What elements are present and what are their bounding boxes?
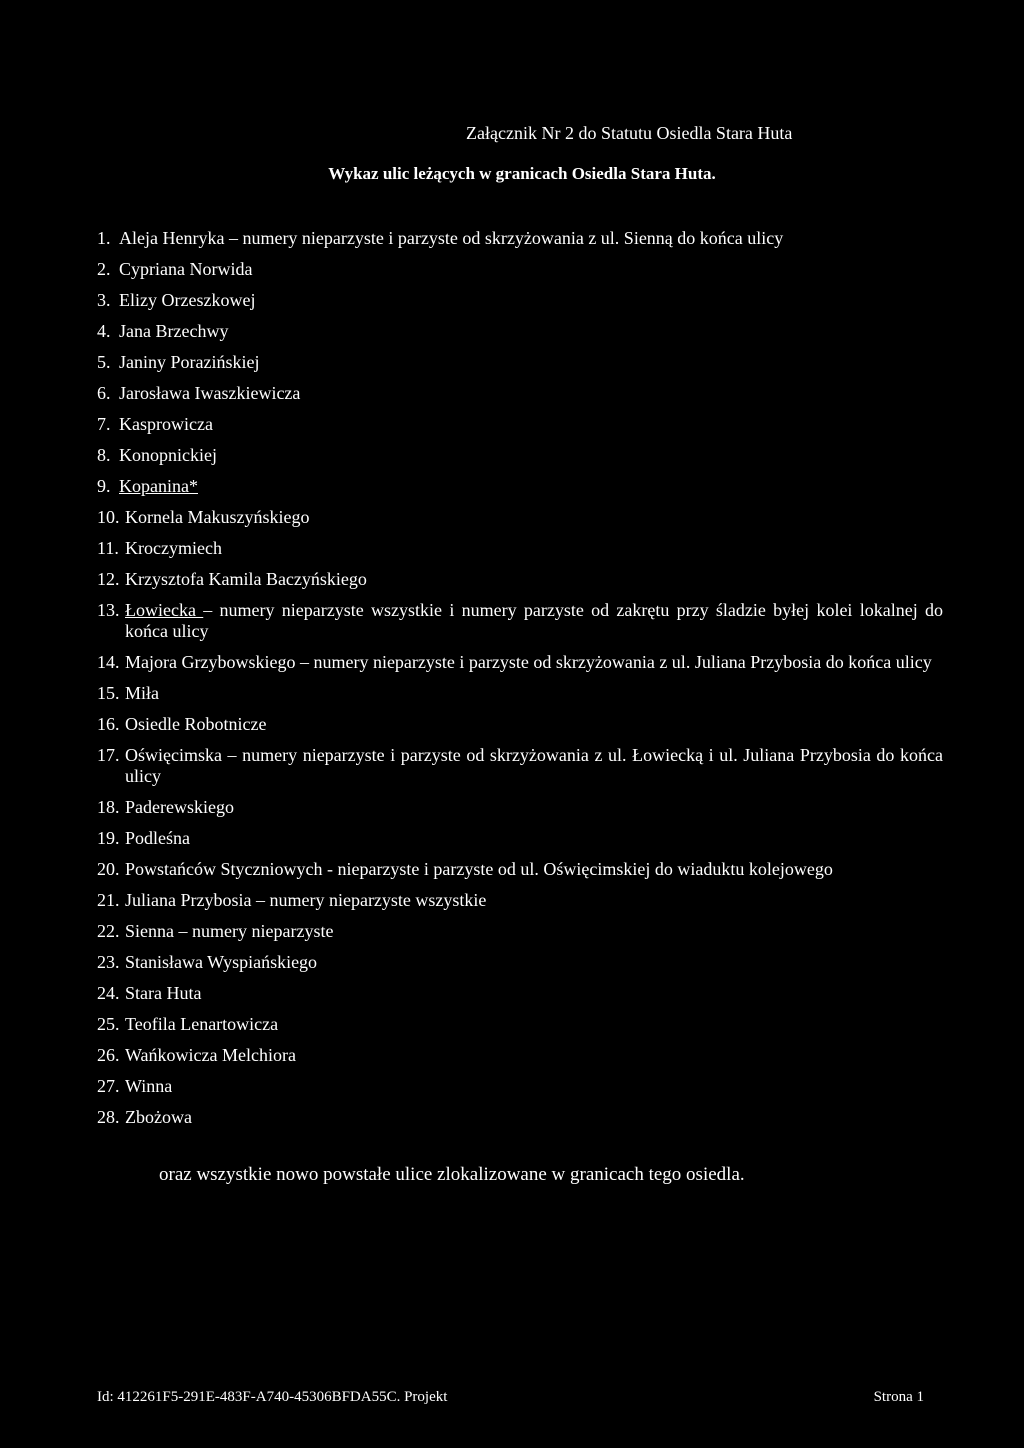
item-text: Paderewskiego (125, 797, 234, 817)
item-text: Juliana Przybosia – numery nieparzyste wszystkie (125, 890, 487, 910)
item-number: 13. (97, 600, 120, 620)
list-item (97, 569, 943, 590)
item-number: 10. (97, 507, 120, 527)
street-list (97, 228, 943, 1138)
item-text: Powstańców Styczniowych - nieparzyste i parzyste od ul. Oświęcimskiej do wiaduktu kolejowego (125, 859, 833, 879)
item-text: Osiedle Robotnicze (125, 714, 267, 734)
item-text: – numery nieparzyste wszystkie i numery parzyste od zakrętu przy śladzie byłej kolei lokalnej do końca ulicy (125, 600, 943, 641)
item-text: Aleja Henryka – numery nieparzyste i parzyste od skrzyżowania z ul. Sienną do końca ulicy (119, 228, 784, 248)
list-item (97, 321, 943, 342)
item-number: 8. (97, 445, 111, 465)
item-text: Podleśna (125, 828, 190, 848)
item-number: 16. (97, 714, 120, 734)
item-text: Kasprowicza (119, 414, 213, 434)
item-text: Stara Huta (125, 983, 202, 1003)
item-number: 1. (97, 228, 111, 248)
item-number: 27. (97, 1076, 120, 1096)
item-text-wrap (125, 600, 943, 642)
page-number: Strona 1 (873, 1389, 924, 1405)
closing-note: oraz wszystkie nowo powstałe ulice zlokalizowane w granicach tego osiedla. (159, 1164, 745, 1185)
item-number: 24. (97, 983, 120, 1003)
item-text: Jarosława Iwaszkiewicza (119, 383, 301, 403)
item-number: 5. (97, 352, 111, 372)
item-text: Winna (125, 1076, 173, 1096)
item-text: Elizy Orzeszkowej (119, 290, 256, 310)
list-item (97, 714, 943, 735)
list-item (97, 414, 943, 435)
item-number: 4. (97, 321, 111, 341)
item-number: 23. (97, 952, 120, 972)
attachment-heading: Załącznik Nr 2 do Statutu Osiedla Stara Huta (466, 123, 793, 143)
item-number: 14. (97, 652, 120, 672)
item-text: Kroczymiech (125, 538, 222, 558)
item-text: Miła (125, 683, 159, 703)
list-item (97, 352, 943, 373)
list-item (97, 507, 943, 528)
item-number: 26. (97, 1045, 120, 1065)
item-number: 15. (97, 683, 120, 703)
list-item (97, 952, 943, 973)
item-number: 28. (97, 1107, 120, 1127)
list-item (97, 890, 943, 911)
item-number: 12. (97, 569, 120, 589)
list-item (97, 683, 943, 704)
list-item (97, 652, 943, 673)
list-item (97, 921, 943, 942)
list-item (97, 1045, 943, 1066)
item-text: Teofila Lenartowicza (125, 1014, 279, 1034)
item-text: Stanisława Wyspiańskiego (125, 952, 318, 972)
item-number: 6. (97, 383, 111, 403)
document-title (0, 164, 1024, 184)
list-item (97, 1107, 943, 1128)
list-item (97, 1014, 943, 1035)
item-number: 3. (97, 290, 111, 310)
item-number: 22. (97, 921, 120, 941)
list-item (97, 745, 943, 787)
list-item (97, 538, 943, 559)
item-text: Cypriana Norwida (119, 259, 253, 279)
document-title-text: Wykaz ulic leżących w granicach Osiedla Stara Huta. (328, 164, 716, 183)
item-text: Wańkowicza Melchiora (125, 1045, 296, 1065)
item-text: Krzysztofa Kamila Baczyńskiego (125, 569, 367, 589)
item-number: 18. (97, 797, 120, 817)
item-number: 25. (97, 1014, 120, 1034)
list-item (97, 290, 943, 311)
item-number: 19. (97, 828, 120, 848)
item-text: Janiny Porazińskiej (119, 352, 260, 372)
item-number: 9. (97, 476, 111, 496)
item-number: 20. (97, 859, 120, 879)
item-text: Zbożowa (125, 1107, 192, 1127)
item-text: Majora Grzybowskiego – numery nieparzyste i parzyste od skrzyżowania z ul. Juliana Przybosia do końca ulicy (125, 652, 932, 672)
list-item (97, 445, 943, 466)
list-item (97, 259, 943, 280)
item-lead: Łowiecka (125, 600, 204, 620)
list-item (97, 476, 943, 497)
item-text: Kornela Makuszyńskiego (125, 507, 310, 527)
item-text: Konopnickiej (119, 445, 217, 465)
list-item (97, 859, 943, 880)
item-text: Oświęcimska – numery nieparzyste i parzyste od skrzyżowania z ul. Łowiecką i ul. Juliana Przybosia do końca ulicy (125, 745, 943, 786)
list-item (97, 228, 943, 249)
list-item (97, 1076, 943, 1097)
item-number: 2. (97, 259, 111, 279)
item-text: Sienna – numery nieparzyste (125, 921, 334, 941)
item-text: Jana Brzechwy (119, 321, 229, 341)
list-item (97, 797, 943, 818)
item-number: 21. (97, 890, 120, 910)
item-number: 11. (97, 538, 119, 558)
item-number: 17. (97, 745, 120, 765)
list-item (97, 828, 943, 849)
list-item (97, 383, 943, 404)
list-item (97, 600, 943, 642)
list-item (97, 983, 943, 1004)
item-text: Kopanina* (119, 476, 198, 496)
item-number: 7. (97, 414, 111, 434)
document-id: Id: 412261F5-291E-483F-A740-45306BFDA55C. Projekt (97, 1389, 448, 1405)
